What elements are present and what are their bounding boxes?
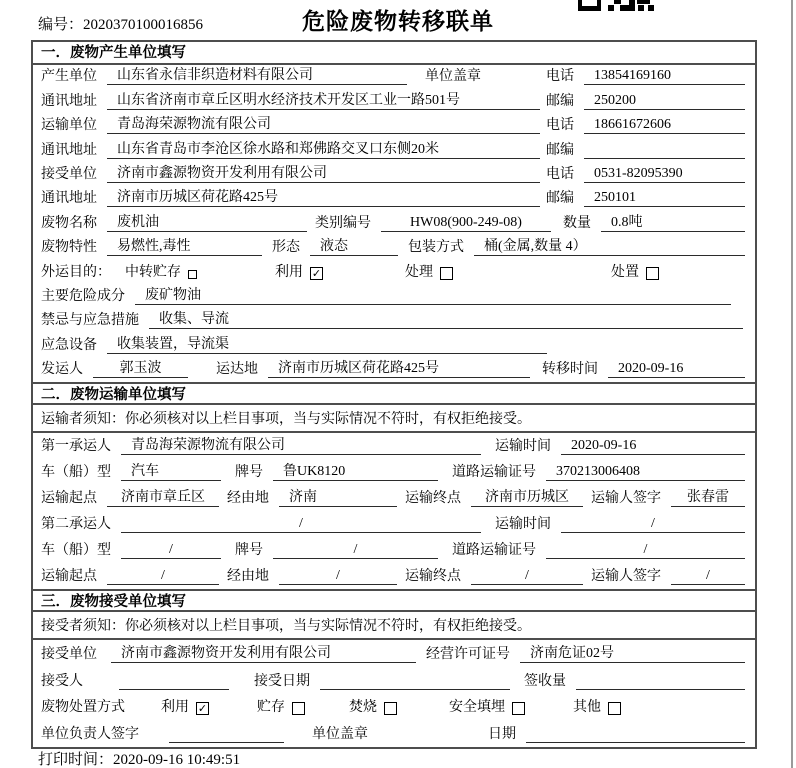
row-waste-name bbox=[33, 211, 755, 235]
zip-label: 邮编 bbox=[546, 142, 574, 158]
row-route-2 bbox=[33, 563, 755, 589]
endpoint-value: 济南市历城区 bbox=[471, 486, 583, 507]
transporter-zip-group bbox=[546, 139, 745, 159]
row-accepting-unit bbox=[33, 640, 755, 667]
disposal-option-label: 利用 bbox=[161, 700, 189, 716]
address-label: 通讯地址 bbox=[41, 93, 97, 109]
package-value: 桶(金属,数量 4） bbox=[474, 235, 745, 256]
receiver-phone-value: 0531-82095390 bbox=[584, 166, 745, 183]
purpose-label: 外运目的： bbox=[41, 264, 111, 280]
origin-2-value: / bbox=[107, 568, 219, 585]
row-receiver-unit bbox=[33, 163, 755, 187]
row-taboo-measures bbox=[33, 309, 755, 333]
producer-main bbox=[41, 64, 546, 85]
disposal-option-label: 焚烧 bbox=[349, 700, 377, 716]
form-value: 液态 bbox=[310, 235, 398, 256]
purpose-option-treat bbox=[405, 261, 453, 281]
transport-time-label: 运输时间 bbox=[495, 439, 551, 455]
waste-character-value: 易燃性,毒性 bbox=[107, 235, 262, 256]
checkbox-checked-icon: ✓ bbox=[197, 702, 208, 716]
disposal-option-incinerate bbox=[349, 696, 397, 716]
license-value: 济南危证02号 bbox=[520, 642, 745, 663]
disposal-option-label: 安全填埋 bbox=[449, 700, 505, 716]
carrier-sign-value: 张春雷 bbox=[671, 486, 745, 507]
row-receiver-address bbox=[33, 187, 755, 211]
row-vehicle-1 bbox=[33, 459, 755, 485]
address-label: 通讯地址 bbox=[41, 142, 97, 158]
taboo-measures-label: 禁忌与应急措施 bbox=[41, 313, 139, 329]
print-time bbox=[38, 748, 240, 768]
producer-address-value: 山东省济南市章丘区明水经济技术开发区工业一路501号 bbox=[107, 89, 540, 110]
vehicle-type-value: 汽车 bbox=[121, 460, 221, 481]
row-disposal-method bbox=[33, 694, 755, 721]
transporter-phone-value: 18661672606 bbox=[584, 117, 745, 134]
manifest-form bbox=[31, 40, 757, 749]
transporter-value: 青岛海荣源物流有限公司 bbox=[107, 113, 540, 134]
phone-label: 电话 bbox=[546, 166, 574, 182]
row-consignor bbox=[33, 358, 755, 382]
accept-date-value bbox=[320, 673, 510, 690]
vehicle-type-2-value: / bbox=[121, 542, 221, 559]
purpose-option-transit bbox=[125, 261, 197, 281]
producer-label: 产生单位 bbox=[41, 69, 97, 85]
zip-label: 邮编 bbox=[546, 191, 574, 207]
endpoint-label: 运输终点 bbox=[405, 491, 461, 507]
quantity-value: 0.8吨 bbox=[601, 211, 745, 232]
unit-seal-label: 单位盖章 bbox=[425, 69, 481, 85]
accept-date-label: 接受日期 bbox=[254, 673, 310, 689]
checkbox-unchecked-icon bbox=[292, 702, 305, 715]
row-emergency-equipment bbox=[33, 333, 755, 357]
accepting-unit-label: 接受单位 bbox=[41, 646, 97, 662]
print-time-value: 2020-09-16 10:49:51 bbox=[113, 752, 241, 768]
disposal-option-other bbox=[573, 696, 621, 716]
receiver-zip-value: 250101 bbox=[584, 190, 745, 207]
section3-header: 三．废物接受单位填写 bbox=[33, 589, 755, 612]
producer-zip-group bbox=[546, 90, 745, 110]
plate-label: 牌号 bbox=[235, 465, 263, 481]
second-carrier-value: / bbox=[121, 516, 481, 533]
checkbox-unchecked-icon bbox=[188, 270, 197, 279]
producer-zip-value: 250200 bbox=[584, 93, 745, 110]
recipient-value bbox=[119, 673, 229, 690]
disposal-option-store bbox=[257, 696, 305, 716]
checkbox-unchecked-icon bbox=[512, 702, 525, 715]
serial-value: 2020370100016856 bbox=[83, 17, 204, 33]
waste-name-label: 废物名称 bbox=[41, 215, 97, 231]
disposal-option-label: 其他 bbox=[573, 700, 601, 716]
transporter-address-value: 山东省青岛市李沧区徐水路和郑佛路交叉口东侧20米 bbox=[107, 138, 540, 159]
serial-label: 编号： bbox=[38, 17, 84, 33]
row-outbound-purpose bbox=[33, 260, 755, 284]
leader-sign-label: 单位负责人签字 bbox=[41, 727, 139, 743]
consignor-label: 发运人 bbox=[41, 362, 83, 378]
waste-character-label: 废物特性 bbox=[41, 240, 97, 256]
transporter-main bbox=[41, 113, 546, 134]
section2-header: 二．废物运输单位填写 bbox=[33, 382, 755, 405]
page-title: 危险废物转移联单 bbox=[302, 8, 494, 34]
transfer-time-value: 2020-09-16 bbox=[608, 361, 745, 378]
receiver-value: 济南市鑫源物资开发利用有限公司 bbox=[107, 162, 540, 183]
second-carrier-time-value: / bbox=[561, 516, 745, 533]
zip-label: 邮编 bbox=[546, 93, 574, 109]
transporter-address-main bbox=[41, 138, 546, 159]
row-first-carrier bbox=[33, 433, 755, 459]
print-time-label: 打印时间： bbox=[38, 752, 114, 768]
purpose-option-label: 处置 bbox=[611, 264, 639, 280]
row-second-carrier bbox=[33, 511, 755, 537]
row-producer-unit bbox=[33, 65, 755, 89]
road-permit-label: 道路运输证号 bbox=[452, 543, 536, 559]
receiver-zip-group bbox=[546, 187, 745, 207]
receiver-notice: 接受者须知：你必须核对以上栏目事项，当与实际情况不符时，有权拒绝接受。 bbox=[33, 612, 755, 640]
waste-name-value: 废机油 bbox=[107, 211, 307, 232]
accepting-unit-value: 济南市鑫源物资开发利用有限公司 bbox=[111, 642, 416, 663]
transfer-time-label: 转移时间 bbox=[542, 362, 598, 378]
row-producer-address bbox=[33, 89, 755, 113]
carrier-sign-label: 运输人签字 bbox=[591, 491, 661, 507]
transporter-notice: 运输者须知：你必须核对以上栏目事项，当与实际情况不符时，有权拒绝接受。 bbox=[33, 405, 755, 433]
receiver-address-value: 济南市历城区荷花路425号 bbox=[107, 186, 540, 207]
checkbox-unchecked-icon bbox=[646, 267, 659, 280]
main-hazard-label: 主要危险成分 bbox=[41, 288, 125, 304]
destination-value: 济南市历城区荷花路425号 bbox=[268, 357, 530, 378]
category-code-value: HW08(900-249-08) bbox=[381, 215, 551, 232]
receiver-address-main bbox=[41, 186, 546, 207]
row-leader-signature bbox=[33, 720, 755, 747]
second-carrier-label: 第二承运人 bbox=[41, 517, 111, 533]
main-hazard-value: 废矿物油 bbox=[135, 284, 731, 305]
via-label: 经由地 bbox=[227, 569, 269, 585]
plate-label: 牌号 bbox=[235, 543, 263, 559]
origin-label: 运输起点 bbox=[41, 491, 97, 507]
taboo-measures-value: 收集、导流 bbox=[149, 308, 743, 329]
purpose-option-dispose bbox=[611, 261, 659, 281]
signed-amount-label: 签收量 bbox=[524, 673, 566, 689]
receiver-phone-group bbox=[546, 163, 745, 183]
producer-phone-value: 13854169160 bbox=[584, 68, 745, 85]
transport-time-label: 运输时间 bbox=[495, 517, 551, 533]
disposal-option-label: 贮存 bbox=[257, 700, 285, 716]
carrier-sign-label: 运输人签字 bbox=[591, 569, 661, 585]
road-permit-value: 370213006408 bbox=[546, 464, 745, 481]
road-permit-label: 道路运输证号 bbox=[452, 465, 536, 481]
consignor-value: 郭玉波 bbox=[93, 357, 188, 378]
plate-value: 鲁UK8120 bbox=[273, 460, 438, 481]
row-vehicle-2 bbox=[33, 537, 755, 563]
via-2-value: / bbox=[279, 568, 397, 585]
phone-label: 电话 bbox=[546, 118, 574, 134]
transporter-label: 运输单位 bbox=[41, 118, 97, 134]
row-route-1 bbox=[33, 485, 755, 511]
transporter-phone-group bbox=[546, 114, 745, 134]
receiver-label: 接受单位 bbox=[41, 166, 97, 182]
row-transporter-address bbox=[33, 138, 755, 162]
disposal-method-label: 废物处置方式 bbox=[41, 700, 125, 716]
leader-sign-value bbox=[169, 726, 284, 743]
recipient-label: 接受人 bbox=[41, 673, 83, 689]
date-label: 日期 bbox=[488, 727, 516, 743]
address-label: 通讯地址 bbox=[41, 191, 97, 207]
checkbox-unchecked-icon bbox=[608, 702, 621, 715]
disposal-option-landfill bbox=[449, 696, 525, 716]
vehicle-type-label: 车（船）型 bbox=[41, 465, 111, 481]
plate-2-value: / bbox=[273, 542, 438, 559]
row-main-hazard bbox=[33, 285, 755, 309]
via-value: 济南 bbox=[279, 486, 397, 507]
producer-phone-group bbox=[546, 65, 745, 85]
first-carrier-time-value: 2020-09-16 bbox=[561, 438, 745, 455]
section1-header: 一．废物产生单位填写 bbox=[33, 42, 755, 65]
first-carrier-label: 第一承运人 bbox=[41, 439, 111, 455]
row-transporter-unit bbox=[33, 114, 755, 138]
purpose-option-label: 处理 bbox=[405, 264, 433, 280]
page-edge-divider bbox=[791, 0, 793, 768]
origin-label: 运输起点 bbox=[41, 569, 97, 585]
package-label: 包装方式 bbox=[408, 240, 464, 256]
via-label: 经由地 bbox=[227, 491, 269, 507]
transporter-zip-value bbox=[584, 142, 745, 159]
purpose-option-utilize bbox=[275, 261, 323, 281]
phone-label: 电话 bbox=[546, 69, 574, 85]
receiver-main bbox=[41, 162, 546, 183]
row-waste-character bbox=[33, 236, 755, 260]
endpoint-2-value: / bbox=[471, 568, 583, 585]
vehicle-type-label: 车（船）型 bbox=[41, 543, 111, 559]
destination-label: 运达地 bbox=[216, 362, 258, 378]
endpoint-label: 运输终点 bbox=[405, 569, 461, 585]
purpose-option-label: 中转贮存 bbox=[125, 264, 181, 280]
producer-value: 山东省永信非织造材料有限公司 bbox=[107, 64, 407, 85]
license-label: 经营许可证号 bbox=[426, 646, 510, 662]
emergency-equipment-value: 收集装置，导流渠 bbox=[107, 333, 547, 354]
first-carrier-value: 青岛海荣源物流有限公司 bbox=[121, 434, 481, 455]
checkbox-unchecked-icon bbox=[384, 702, 397, 715]
date-value bbox=[526, 726, 745, 743]
producer-address-main bbox=[41, 89, 546, 110]
category-code-label: 类别编号 bbox=[315, 215, 371, 231]
checkbox-unchecked-icon bbox=[440, 267, 453, 280]
quantity-label: 数量 bbox=[563, 215, 591, 231]
emergency-equipment-label: 应急设备 bbox=[41, 337, 97, 353]
row-recipient bbox=[33, 667, 755, 694]
signed-amount-value bbox=[576, 673, 745, 690]
carrier-sign-2-value: / bbox=[671, 568, 745, 585]
road-permit-2-value: / bbox=[546, 542, 745, 559]
origin-value: 济南市章丘区 bbox=[107, 486, 219, 507]
disposal-option-utilize bbox=[161, 696, 209, 716]
form-label: 形态 bbox=[272, 240, 300, 256]
unit-seal-label: 单位盖章 bbox=[312, 727, 368, 743]
purpose-option-label: 利用 bbox=[275, 264, 303, 280]
checkbox-checked-icon: ✓ bbox=[311, 266, 322, 280]
